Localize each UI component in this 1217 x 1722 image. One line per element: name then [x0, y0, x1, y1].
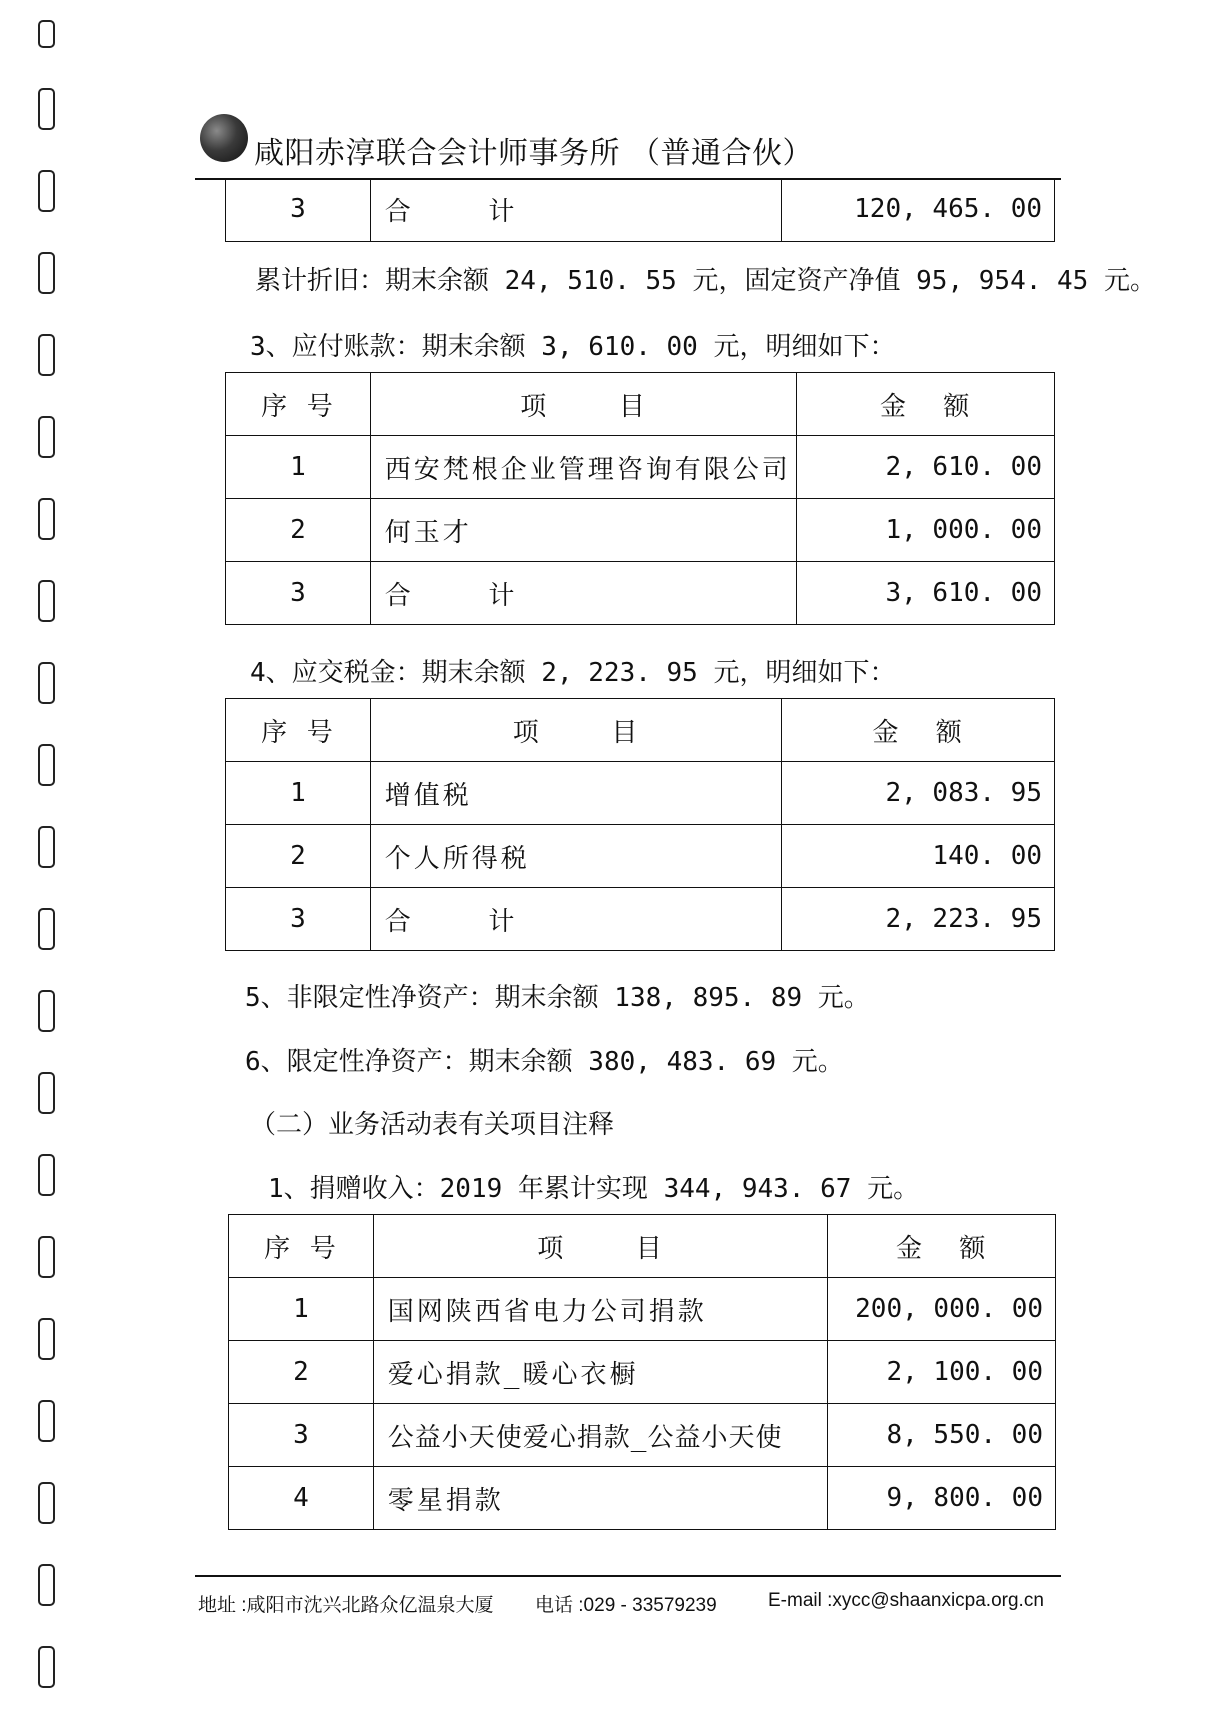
taxes-table	[225, 698, 1055, 951]
unrestricted-assets-text: 5、非限定性净资产：期末余额 138, 895. 89 元。	[245, 983, 870, 1013]
col-header-item: 项 目	[373, 1215, 827, 1278]
binding-hole	[38, 744, 55, 786]
binding-holes	[38, 0, 60, 1722]
row-amount: 1, 000. 00	[797, 499, 1055, 562]
letterhead	[200, 112, 1060, 176]
col-header-no: 序 号	[226, 373, 371, 436]
row-no: 1	[226, 436, 371, 499]
binding-hole	[38, 826, 55, 868]
payables-heading: 3、应付账款：期末余额 3, 610. 00 元，明细如下：	[250, 332, 896, 362]
row-item: 西安梵根企业管理咨询有限公司	[370, 436, 796, 499]
col-header-amount: 金 额	[797, 373, 1055, 436]
table-row	[229, 1467, 1056, 1530]
row-item: 零星捐款	[373, 1467, 827, 1530]
binding-hole	[38, 1154, 55, 1196]
table-row	[229, 1404, 1056, 1467]
row-amount: 200, 000. 00	[828, 1278, 1056, 1341]
row-amount: 2, 610. 00	[797, 436, 1055, 499]
col-header-no: 序 号	[226, 699, 371, 762]
row-item: 何玉才	[370, 499, 796, 562]
row-no: 1	[229, 1278, 374, 1341]
fixed-assets-table	[225, 178, 1055, 242]
binding-hole	[38, 334, 55, 376]
row-amount: 8, 550. 00	[828, 1404, 1056, 1467]
row-no: 3	[229, 1404, 374, 1467]
table-header-row	[229, 1215, 1056, 1278]
row-item: 合 计	[370, 562, 796, 625]
col-header-no: 序 号	[229, 1215, 374, 1278]
restricted-assets-text: 6、限定性净资产：期末余额 380, 483. 69 元。	[245, 1047, 844, 1077]
binding-hole	[38, 498, 55, 540]
row-no: 1	[226, 762, 371, 825]
col-header-item: 项 目	[370, 373, 796, 436]
binding-hole	[38, 416, 55, 458]
donations-table	[228, 1214, 1056, 1530]
table-header-row	[226, 699, 1055, 762]
binding-hole	[38, 1482, 55, 1524]
firm-name: 咸阳赤淳联合会计师事务所 （普通合伙）	[254, 136, 814, 171]
row-amount: 2, 083. 95	[782, 762, 1055, 825]
footer-rule	[195, 1575, 1061, 1577]
table-row	[226, 888, 1055, 951]
row-item: 合 计	[370, 888, 782, 951]
row-item: 公益小天使爱心捐款_公益小天使	[373, 1404, 827, 1467]
row-no: 2	[229, 1341, 374, 1404]
row-item: 国网陕西省电力公司捐款	[373, 1278, 827, 1341]
payables-table	[225, 372, 1055, 625]
binding-hole	[38, 20, 55, 48]
col-header-amount: 金 额	[782, 699, 1055, 762]
table-row	[226, 562, 1055, 625]
binding-hole	[38, 252, 55, 294]
row-item: 合 计	[370, 178, 782, 241]
row-item: 个人所得税	[370, 825, 782, 888]
row-amount: 9, 800. 00	[828, 1467, 1056, 1530]
footer-phone: 电话 :029 - 33579239	[535, 1595, 717, 1616]
row-no: 3	[226, 888, 371, 951]
binding-hole	[38, 990, 55, 1032]
binding-hole	[38, 1236, 55, 1278]
col-header-item: 项 目	[370, 699, 782, 762]
section-two-title: （二）业务活动表有关项目注释	[250, 1110, 615, 1140]
row-amount: 3, 610. 00	[797, 562, 1055, 625]
footer-email: E-mail :xycc@shaanxicpa.org.cn	[768, 1590, 1044, 1611]
footer-address: 地址 :咸阳市沈兴北路众亿温泉大厦	[198, 1595, 494, 1616]
row-amount: 2, 100. 00	[828, 1341, 1056, 1404]
binding-hole	[38, 580, 55, 622]
binding-hole	[38, 1072, 55, 1114]
binding-hole	[38, 662, 55, 704]
table-row	[229, 1341, 1056, 1404]
table-row	[229, 1278, 1056, 1341]
table-row	[226, 825, 1055, 888]
row-no: 2	[226, 499, 371, 562]
binding-hole	[38, 908, 55, 950]
table-row	[226, 178, 1055, 241]
row-amount: 120, 465. 00	[782, 178, 1055, 241]
binding-hole	[38, 170, 55, 212]
depreciation-text: 累计折旧：期末余额 24, 510. 55 元，固定资产净值 95, 954. 45 元。	[255, 266, 1156, 296]
binding-hole	[38, 1400, 55, 1442]
firm-logo	[200, 114, 248, 162]
col-header-amount: 金 额	[828, 1215, 1056, 1278]
table-row	[226, 762, 1055, 825]
row-no: 3	[226, 562, 371, 625]
row-amount: 2, 223. 95	[782, 888, 1055, 951]
binding-hole	[38, 1646, 55, 1688]
binding-hole	[38, 1564, 55, 1606]
row-item: 爱心捐款_暖心衣橱	[373, 1341, 827, 1404]
table-row	[226, 436, 1055, 499]
binding-hole	[38, 88, 55, 130]
table-header-row	[226, 373, 1055, 436]
row-item: 增值税	[370, 762, 782, 825]
donations-heading: 1、捐赠收入：2019 年累计实现 344, 943. 67 元。	[268, 1174, 920, 1204]
row-no: 4	[229, 1467, 374, 1530]
row-amount: 140. 00	[782, 825, 1055, 888]
table-row	[226, 499, 1055, 562]
taxes-heading: 4、应交税金：期末余额 2, 223. 95 元，明细如下：	[250, 658, 896, 688]
binding-hole	[38, 1318, 55, 1360]
row-no: 3	[226, 178, 371, 241]
row-no: 2	[226, 825, 371, 888]
